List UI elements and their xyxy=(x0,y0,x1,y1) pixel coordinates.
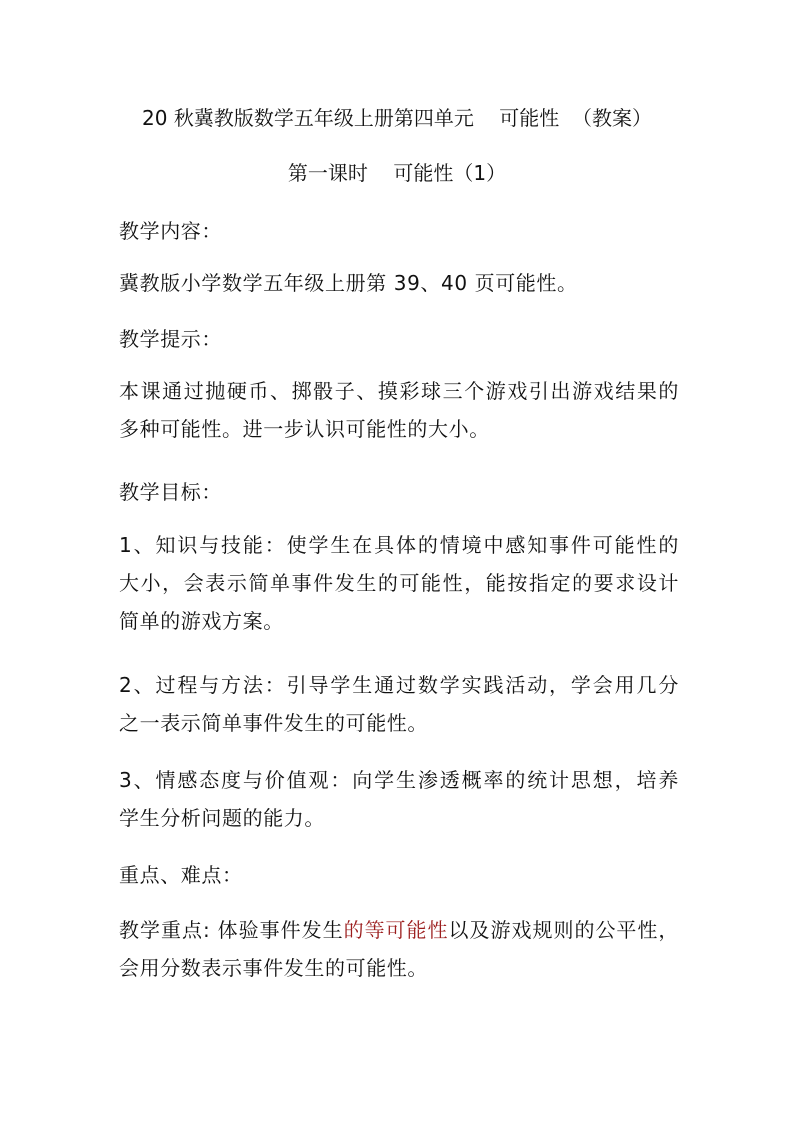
goal-1-line-1: 1、知识与技能：使学生在具体的情境中感知事件可能性的 xyxy=(119,533,679,557)
keypoint-line-2: 会用分数表示事件发生的可能性。 xyxy=(119,956,428,980)
goal-2-line-2: 之一表示简单事件发生的可能性。 xyxy=(119,711,428,735)
keypoints-paragraph xyxy=(119,913,679,985)
keypoint-suffix: 以及游戏规则的公平性， xyxy=(448,918,680,942)
content-heading-text: 教学内容： xyxy=(119,219,222,243)
goal-1-line-2: 大小，会表示简单事件发生的可能性，能按指定的要求设计 xyxy=(119,571,679,595)
keypoints-heading xyxy=(119,858,679,892)
content-text: 冀教版小学数学五年级上册第 39、40 页可能性。 xyxy=(119,271,578,295)
goal-2-line-1: 2、过程与方法：引导学生通过数学实践活动，学会用几分 xyxy=(119,673,679,697)
content-paragraph xyxy=(119,266,679,300)
tips-line-2: 多种可能性。进一步认识可能性的大小。 xyxy=(119,417,490,441)
goals-heading-text: 教学目标： xyxy=(119,480,222,504)
goal-3-line-1: 3、情感态度与价值观：向学生渗透概率的统计思想，培养 xyxy=(119,768,679,792)
document-title: 20 秋冀教版数学五年级上册第四单元 可能性 （教案） xyxy=(142,106,652,130)
tips-heading xyxy=(119,322,679,356)
document-subtitle: 第一课时 可能性（1） xyxy=(287,161,507,185)
keypoint-highlight: 的等可能性 xyxy=(343,918,449,942)
goal-3-paragraph xyxy=(119,763,679,835)
goal-2-paragraph xyxy=(119,668,679,740)
goals-heading xyxy=(119,475,679,509)
goal-3-line-2: 学生分析问题的能力。 xyxy=(119,806,325,830)
keypoints-heading-text: 重点、难点： xyxy=(119,863,243,887)
keypoint-line-1 xyxy=(119,913,679,947)
goal-1-line-3: 简单的游戏方案。 xyxy=(119,609,284,633)
tips-line-1: 本课通过抛硬币、掷骰子、摸彩球三个游戏引出游戏结果的 xyxy=(119,379,679,403)
goal-1-paragraph xyxy=(119,528,679,638)
tips-paragraph xyxy=(119,374,679,446)
tips-heading-text: 教学提示： xyxy=(119,327,222,351)
content-heading xyxy=(119,214,679,248)
keypoint-prefix: 教学重点: 体验事件发生 xyxy=(119,918,344,942)
